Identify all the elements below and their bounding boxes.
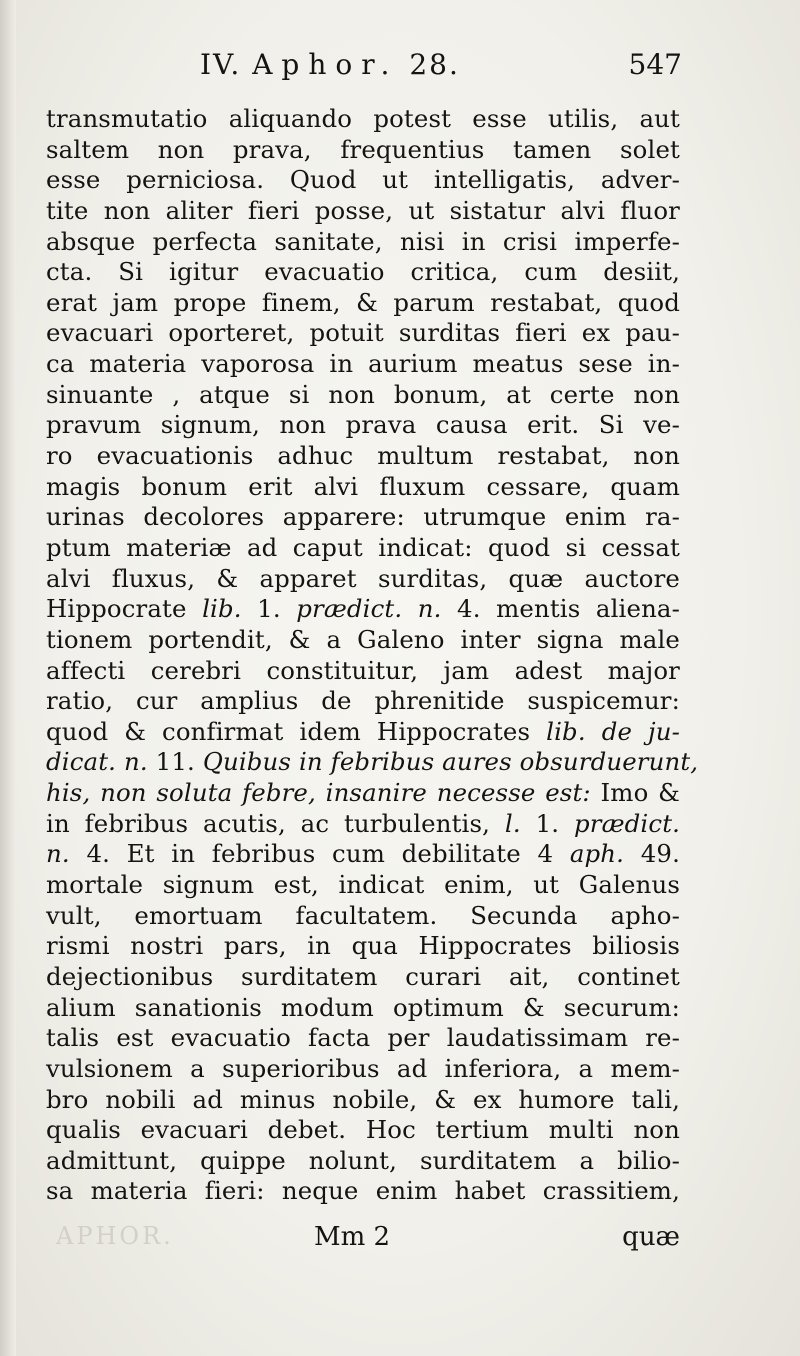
text-line: dejectionibus surditatem curari ait, continet: [46, 961, 680, 991]
text-line: transmutatio aliquando potest esse utilis, aut: [46, 104, 680, 133]
text-line: cta. Si igitur evacuatio critica, cum desiit,: [46, 257, 680, 287]
signature-mark: Mm 2: [314, 1222, 391, 1252]
text-line: admittunt, quippe nolunt, surditatem a bilio-: [46, 1145, 680, 1175]
text-line-quote: [46, 747, 699, 778]
header-aphor-number: 28.: [409, 48, 460, 81]
citation-italic: lib.: [202, 594, 242, 624]
text-line: magis bonum erit alvi fluxum cessare, quam: [46, 471, 680, 501]
text-line: ptum materiæ ad caput indicat: quod si cessat: [46, 532, 680, 562]
citation-italic: n.: [417, 594, 442, 624]
bleed-through-text: APHOR.: [56, 1222, 174, 1250]
text-line: saltem non prava, frequentius tamen solet: [46, 134, 680, 164]
header-aphor-label: Aphor.: [252, 48, 399, 81]
text-line: esse perniciosa. Quod ut intelligatis, adver-: [46, 165, 680, 195]
text-run: quod & confirmat idem Hippocrates: [46, 716, 531, 746]
citation-italic: prædict.: [296, 594, 403, 624]
citation-italic: aph.: [569, 839, 625, 869]
text-line: bro nobili ad minus nobile, & ex humore tali,: [46, 1084, 680, 1114]
page-footer: [46, 1222, 680, 1258]
text-line: tite non aliter fieri posse, ut sistatur alvi fluor: [46, 195, 680, 225]
header-title: [200, 48, 460, 81]
quote-italic: Quibus in febribus aures obsurduerunt,: [202, 747, 699, 777]
body-text: [46, 104, 699, 1207]
text-line: sinuante , atque si non bonum, at certe non: [46, 379, 680, 409]
text-line-citation: [46, 839, 680, 870]
page-number: 547: [628, 48, 682, 81]
text-line: urinas decolores apparere: utrumque enim ra-: [46, 502, 680, 532]
text-line: ro evacuationis adhuc multum restabat, non: [46, 441, 680, 471]
text-run: 4. mentis aliena-: [457, 594, 681, 624]
quote-italic: his, non soluta febre, insanire necesse est:: [46, 778, 591, 808]
text-line: talis est evacuatio facta per laudatissimam re-: [46, 1023, 680, 1053]
text-line: ca materia vaporosa in aurium meatus sese in-: [46, 349, 680, 379]
citation-italic: dicat.: [46, 747, 117, 777]
citation-italic: lib. de ju-: [546, 716, 680, 746]
text-run: 4. Et in febribus cum debilitate 4: [86, 839, 554, 869]
text-run: Imo &: [600, 778, 681, 808]
text-line: pravum signum, non prava causa erit. Si ve-: [46, 410, 680, 440]
text-line-citation: [46, 717, 680, 748]
text-line: tionem portendit, & a Galeno inter signa male: [46, 624, 680, 654]
text-line: ratio, cur amplius de phrenitide suspicemur:: [46, 686, 680, 716]
text-line: vult, emortuam facultatem. Secunda apho-: [46, 900, 680, 930]
text-run: in febribus acutis, ac turbulentis,: [46, 808, 491, 838]
text-line: rismi nostri pars, in qua Hippocrates biliosis: [46, 931, 680, 961]
citation-italic: prædict.: [574, 808, 681, 838]
text-run: 11.: [155, 747, 195, 777]
text-run: 1.: [535, 808, 560, 838]
text-run: 1.: [257, 594, 281, 624]
citation-italic: l.: [504, 808, 521, 838]
text-line: alium sanationis modum optimum & securum:: [46, 992, 680, 1022]
text-line: sa materia fieri: neque enim habet crassitiem,: [46, 1176, 680, 1206]
text-line: absque perfecta sanitate, nisi in crisi imperfe-: [46, 226, 680, 256]
text-line-citation: [46, 594, 680, 625]
catchword: quæ: [622, 1222, 680, 1252]
citation-italic: n.: [123, 747, 148, 777]
running-header: [200, 48, 682, 88]
text-run: Hippocrate: [46, 594, 187, 624]
text-line: vulsionem a superioribus ad inferiora, a mem-: [46, 1053, 680, 1083]
text-line: affecti cerebri constituitur, jam adest major: [46, 655, 680, 685]
text-line-quote: [46, 778, 680, 809]
text-line: mortale signum est, indicat enim, ut Galenus: [46, 870, 680, 900]
text-line: erat jam prope finem, & parum restabat, quod: [46, 287, 680, 317]
header-prefix: IV.: [200, 48, 242, 81]
text-line: evacuari oporteret, potuit surditas fieri ex pau-: [46, 318, 680, 348]
text-line: qualis evacuari debet. Hoc tertium multi non: [46, 1115, 680, 1145]
text-line-citation: [46, 809, 680, 840]
page-gutter-shadow: [0, 0, 16, 1356]
text-run: 49.: [640, 839, 680, 869]
citation-italic: n.: [46, 839, 70, 869]
text-line: alvi fluxus, & apparet surditas, quæ auctore: [46, 563, 680, 593]
